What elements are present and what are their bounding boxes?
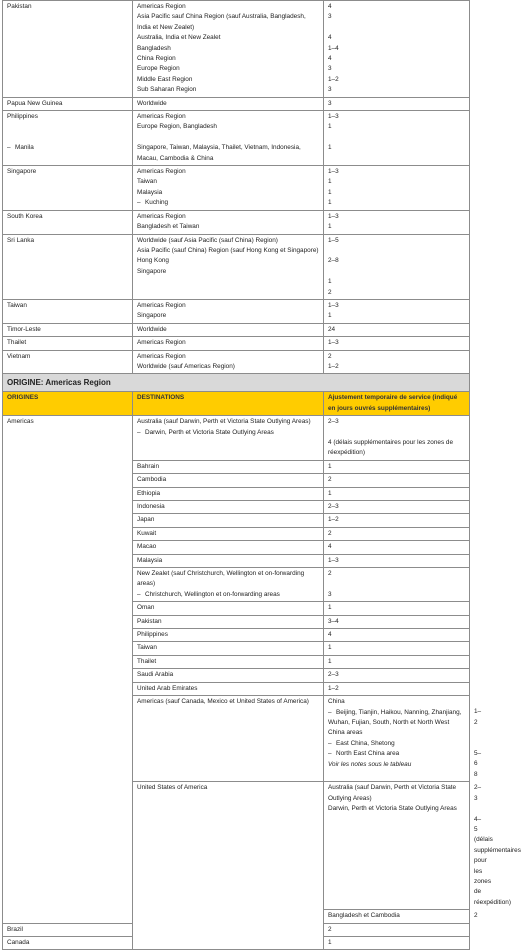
adjustment-cell: 1–3 1 1 <box>324 111 470 166</box>
origin-cell: Vietnam <box>3 350 133 374</box>
origin-cell: Thailet <box>3 337 133 350</box>
adjustment-cell: 2–3 <box>324 501 470 514</box>
table-row <box>3 97 470 110</box>
column-header-destinations: DESTINATIONS <box>133 392 324 416</box>
adjustment-cell: 1–3 <box>324 337 470 350</box>
destination-cell: Americas Region Worldwide (sauf Americas Region) <box>133 350 324 374</box>
origin-cell: Papua New Guinea <box>3 97 133 110</box>
destination-cell: Pakistan <box>133 615 324 628</box>
destination-cell: Worldwide (sauf Asia Pacific (sauf China) Region) Asia Pacific (sauf China) Region (sauf Hong Kong et Singapore) Hong Kong Singapore <box>133 234 324 299</box>
destination-cell: Taiwan <box>133 642 324 655</box>
adjustment-cell: 2–3 4 (délais supplémentaires pour les zones de réexpédition) <box>324 416 470 461</box>
adjustment-cell: 1–3 1 <box>324 210 470 234</box>
origin-cell: South Korea <box>3 210 133 234</box>
origin-cell: United States of America <box>133 782 324 950</box>
destination-cell: Indonesia <box>133 501 324 514</box>
destination-cell: Americas Region Singapore <box>133 299 324 323</box>
destination-cell: Americas Region <box>133 337 324 350</box>
destination-cell: Philippines <box>133 629 324 642</box>
destination-cell: Americas Region Taiwan Malaysia – Kuching <box>133 166 324 211</box>
destination-cell: Americas Region Europe Region, Bangladesh Singapore, Taiwan, Malaysia, Thailet, Vietnam, Indonesia, Macau, Cambodia & China <box>133 111 324 166</box>
destination-cell: Japan <box>133 514 324 527</box>
adjustment-cell: 1 <box>324 602 470 615</box>
adjustment-cell: 1 <box>324 487 470 500</box>
adjustment-cell: 3 <box>324 97 470 110</box>
destination-cell: Saudi Arabia <box>133 669 324 682</box>
adjustment-cell: 2 3 <box>324 568 470 602</box>
adjustment-cell: 1 <box>324 936 470 949</box>
destination-cell: United Arab Emirates <box>133 682 324 695</box>
adjustment-cell: 1 <box>324 460 470 473</box>
destination-cell: Kuwait <box>133 527 324 540</box>
adjustment-cell: 24 <box>324 323 470 336</box>
destination-cell: Americas Region Asia Pacific sauf China Region (sauf Australia, Bangladesh, India et New Zealet) Australia, India et New Zealet Bangladesh China Region Europe Region Middle East Region Sub Saharan Region <box>133 1 324 98</box>
table-row <box>3 111 470 166</box>
adjustment-cell: 3–4 <box>324 615 470 628</box>
destination-cell: Australia (sauf Darwin, Perth et Victoria State Outlying Areas) Darwin, Perth et Victoria State Outlying Areas <box>324 782 470 910</box>
adjustment-cell: 2 <box>324 527 470 540</box>
table-row <box>3 166 470 211</box>
adjustment-cell: 1–3 <box>324 554 470 567</box>
adjustment-cell: 1 <box>324 655 470 668</box>
destination-cell: Macao <box>133 541 324 554</box>
table-row: Americas (sauf Canada, Mexico et United States of America) China – Beijing, Tianjin, Haikou, Nanning, Zhanjiang, Wuhan, Fujian, South, North et North West China areas – East China, Shetong – North East China area Voir les notes sous le tableau 1–2 5–6 8 <box>3 696 470 782</box>
header-row <box>3 392 470 416</box>
destination-cell: Worldwide <box>133 323 324 336</box>
origin-cell: Sri Lanka <box>3 234 133 299</box>
origin-cell: Philippines – Manila <box>3 111 133 166</box>
destination-cell: Ethiopia <box>133 487 324 500</box>
table-row <box>3 1 470 98</box>
adjustment-cell: 2 <box>324 474 470 487</box>
destination-cell: Worldwide <box>133 97 324 110</box>
table-row: United States of America Australia (sauf Darwin, Perth et Victoria State Outlying Areas) Darwin, Perth et Victoria State Outlying Areas 2–3 4–5 (délais supplémentaires pour les zones de réexpédition) <box>3 782 470 910</box>
origin-cell: Americas (sauf Canada, Mexico et United States of America) <box>133 696 324 782</box>
adjustment-cell: 1–2 <box>324 514 470 527</box>
origin-cell: Timor-Leste <box>3 323 133 336</box>
destination-cell: Cambodia <box>133 474 324 487</box>
table-row <box>3 350 470 374</box>
service-adjustment-table <box>2 0 521 950</box>
destination-cell: New Zealet (sauf Christchurch, Wellington et on-forwarding areas) – Christchurch, Wellington et on-forwarding areas <box>133 568 324 602</box>
origin-cell: Pakistan <box>3 1 133 98</box>
destination-cell: Brazil <box>3 923 133 936</box>
origin-cell: Singapore <box>3 166 133 211</box>
note-link: Voir les notes sous le tableau <box>328 760 412 768</box>
destination-cell: Bahrain <box>133 460 324 473</box>
section-title: ORIGINE: Americas Region <box>3 374 470 392</box>
destination-cell: Bangladesh et Cambodia <box>324 910 470 923</box>
adjustment-cell: 2 <box>324 923 470 936</box>
adjustment-cell: 1 <box>324 642 470 655</box>
adjustment-cell: 1–3 1 <box>324 299 470 323</box>
origin-cell: Americas <box>3 416 133 923</box>
destination-cell: Malaysia <box>133 554 324 567</box>
table-row <box>3 416 470 461</box>
destination-cell: Thailet <box>133 655 324 668</box>
section-row <box>3 374 470 392</box>
adjustment-cell: 4 3 4 1–4 4 3 1–2 3 <box>324 1 470 98</box>
destination-cell: Australia (sauf Darwin, Perth et Victoria State Outlying Areas) – Darwin, Perth et Victoria State Outlying Areas <box>133 416 324 461</box>
adjustment-cell: 1–2 <box>324 682 470 695</box>
column-header-adjustment: Ajustement temporaire de service (indiqué en jours ouvrés supplémentaires) <box>324 392 470 416</box>
table-row <box>3 337 470 350</box>
destination-cell: Americas Region Bangladesh et Taiwan <box>133 210 324 234</box>
adjustment-cell: 1–3 1 1 1 <box>324 166 470 211</box>
column-header-origins: ORIGINES <box>3 392 133 416</box>
adjustment-cell: 4 <box>324 541 470 554</box>
origin-cell: Taiwan <box>3 299 133 323</box>
adjustment-cell: 4 <box>324 629 470 642</box>
destination-cell: Oman <box>133 602 324 615</box>
table-row <box>3 299 470 323</box>
table-row <box>3 234 470 299</box>
table-row: Bangladesh et Cambodia 2 <box>3 910 470 923</box>
destination-cell: Canada <box>3 936 133 949</box>
table-row <box>3 323 470 336</box>
destination-cell: China – Beijing, Tianjin, Haikou, Nanning, Zhanjiang, Wuhan, Fujian, South, North et North West China areas – East China, Shetong – North East China area Voir les notes sous le tableau <box>324 696 470 782</box>
table-row <box>3 210 470 234</box>
adjustment-cell: 2 1–2 <box>324 350 470 374</box>
adjustment-cell: 1–5 2–8 1 2 <box>324 234 470 299</box>
adjustment-cell: 2–3 <box>324 669 470 682</box>
